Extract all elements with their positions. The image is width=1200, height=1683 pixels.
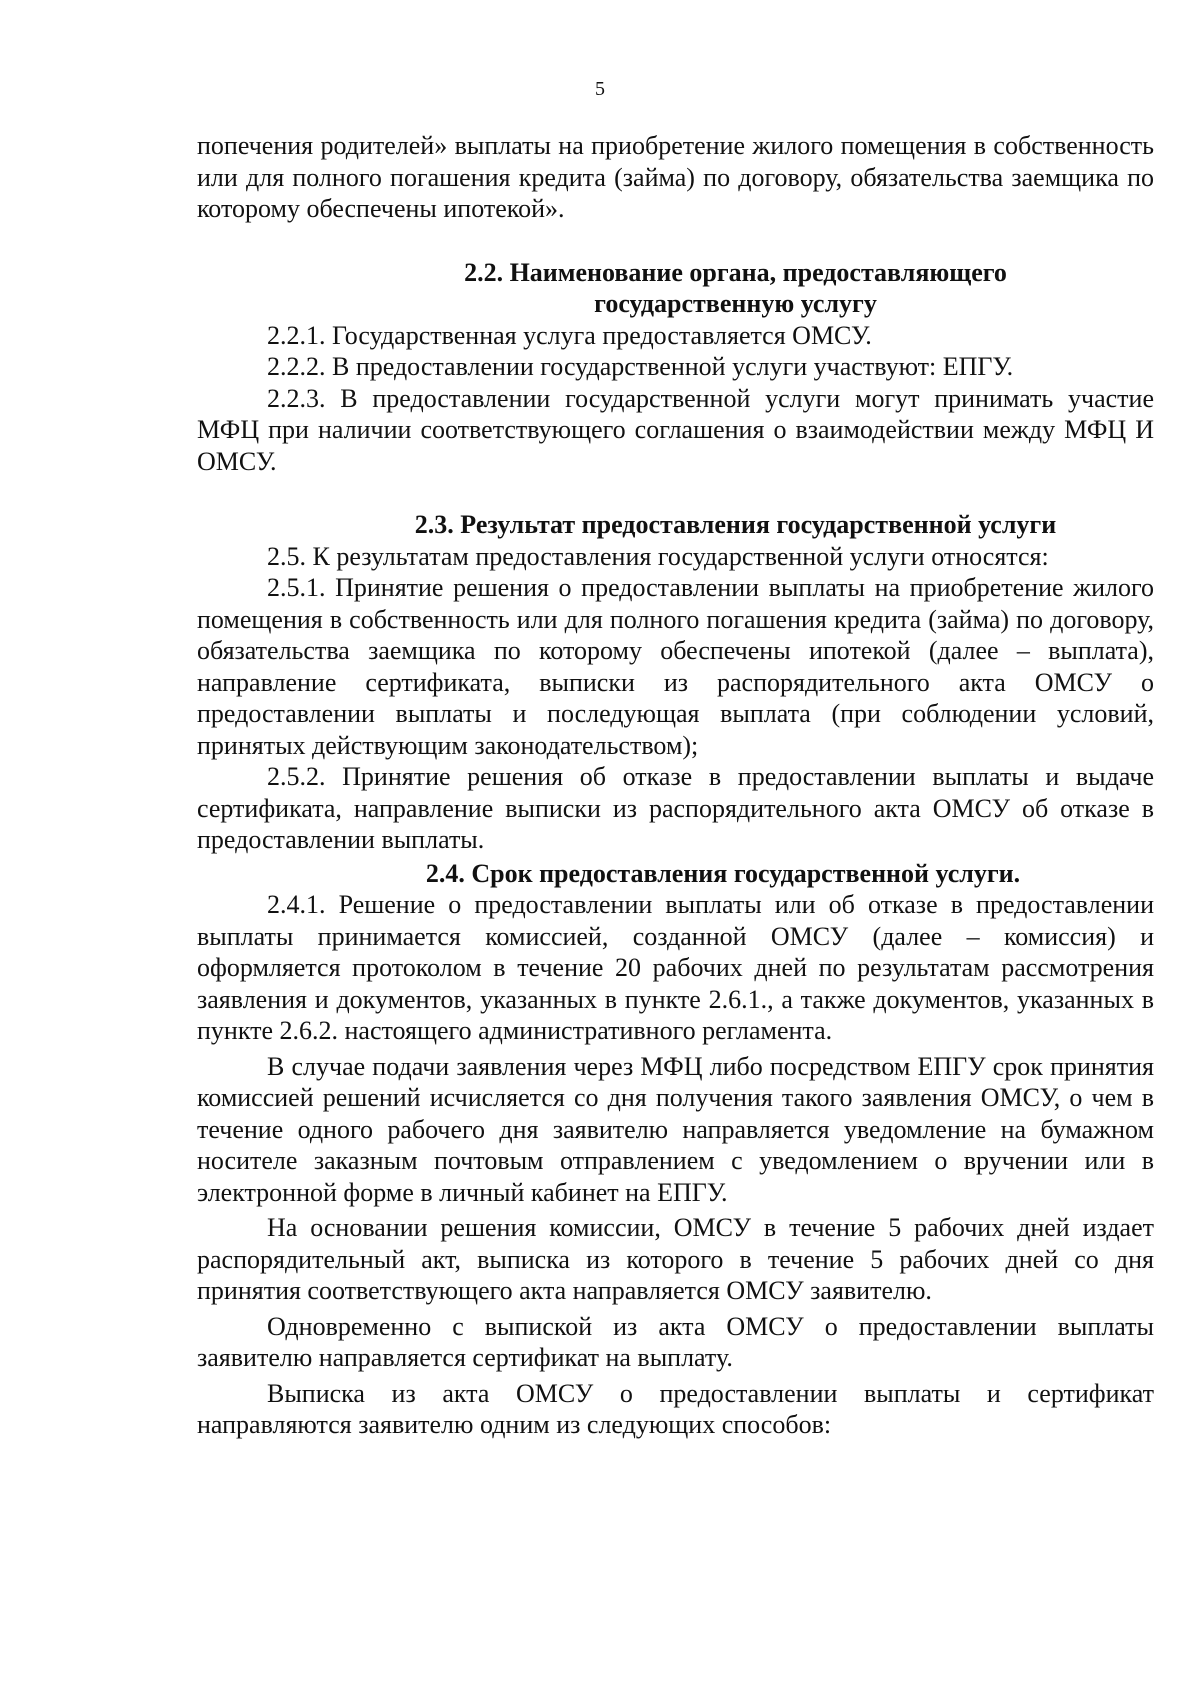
section-2-2-heading-line2: государственную услугу (594, 289, 877, 318)
paragraph-2-5: 2.5. К результатам предоставления государственной услуги относятся: (267, 541, 1049, 571)
section-2-3-heading: 2.3. Результат предоставления государственной услуги (414, 510, 1057, 539)
intro-paragraph: попечения родителей» выплаты на приобретение жилого помещения в собственность или для полного погашения кредита (займа) по договору, обязательства заемщика по которому обеспечены ипотекой». (197, 131, 1154, 223)
section-2-2-heading-line1: 2.2. Наименование органа, предоставляющего (464, 257, 1007, 287)
document-body (197, 130, 1154, 1441)
paragraph-2-4-1: 2.4.1. Решение о предоставлении выплаты или об отказе в предоставлении выплаты принимается комиссией, созданной ОМСУ (далее – комиссия) и оформляется протоколом в течение 20 рабочих дней по результатам рассмотрения заявления и документов, указанных в пункте 2.6.1., а также документов, указанных в пункте 2.6.2. настоящего административного регламента. (197, 890, 1154, 1045)
paragraph-certificate: Одновременно с выпиской из акта ОМСУ о предоставлении выплаты заявителю направляется сертификат на выплату. (197, 1311, 1154, 1372)
paragraph-2-2-2: 2.2.2. В предоставлении государственной услуги участвуют: ЕПГУ. (267, 352, 1014, 381)
paragraph-mfc-submission: В случае подачи заявления через МФЦ либо посредством ЕПГУ срок принятия комиссией решений исчисляется со дня получения такого заявления ОМСУ, о чем в течение одного рабочего дня заявителю направляется уведомление на бумажном носителе заказным почтовым отправлением с уведомлением о вручении или в электронной форме в личный кабинет на ЕПГУ. (197, 1051, 1154, 1207)
section-2-4-heading: 2.4. Срок предоставления государственной услуги. (425, 858, 1021, 888)
paragraph-delivery-methods: Выписка из акта ОМСУ о предоставлении выплаты и сертификат направляются заявителю одним из следующих способов: (197, 1378, 1154, 1439)
paragraph-2-5-1: 2.5.1. Принятие решения о предоставлении выплаты на приобретение жилого помещения в собственность или для полного погашения кредита (займа) по договору, обязательства заемщика по которому обеспечены ипотекой (далее – выплата), направление сертификата, выписки из распорядительного акта ОМСУ о предоставлении выплаты и последующая выплата (при соблюдении условий, принятых действующим законодательством); (197, 573, 1154, 760)
page-number: 5 (595, 78, 605, 100)
paragraph-2-2-3: 2.2.3. В предоставлении государственной услуги могут принимать участие МФЦ при наличии соответствующего соглашения о взаимодействии между МФЦ И ОМСУ. (197, 383, 1154, 476)
paragraph-2-2-1: 2.2.1. Государственная услуга предоставляется ОМСУ. (267, 320, 872, 350)
paragraph-2-5-2: 2.5.2. Принятие решения об отказе в предоставлении выплаты и выдаче сертификата, направление выписки из распорядительного акта ОМСУ об отказе в предоставлении выплаты. (197, 762, 1154, 854)
section-2-2-heading (197, 257, 1154, 320)
paragraph-commission-decision: На основании решения комиссии, ОМСУ в течение 5 рабочих дней издает распорядительный акт, выписка из которого в течение 5 рабочих дней со дня принятия соответствующего акта направляется ОМСУ заявителю. (197, 1213, 1154, 1305)
